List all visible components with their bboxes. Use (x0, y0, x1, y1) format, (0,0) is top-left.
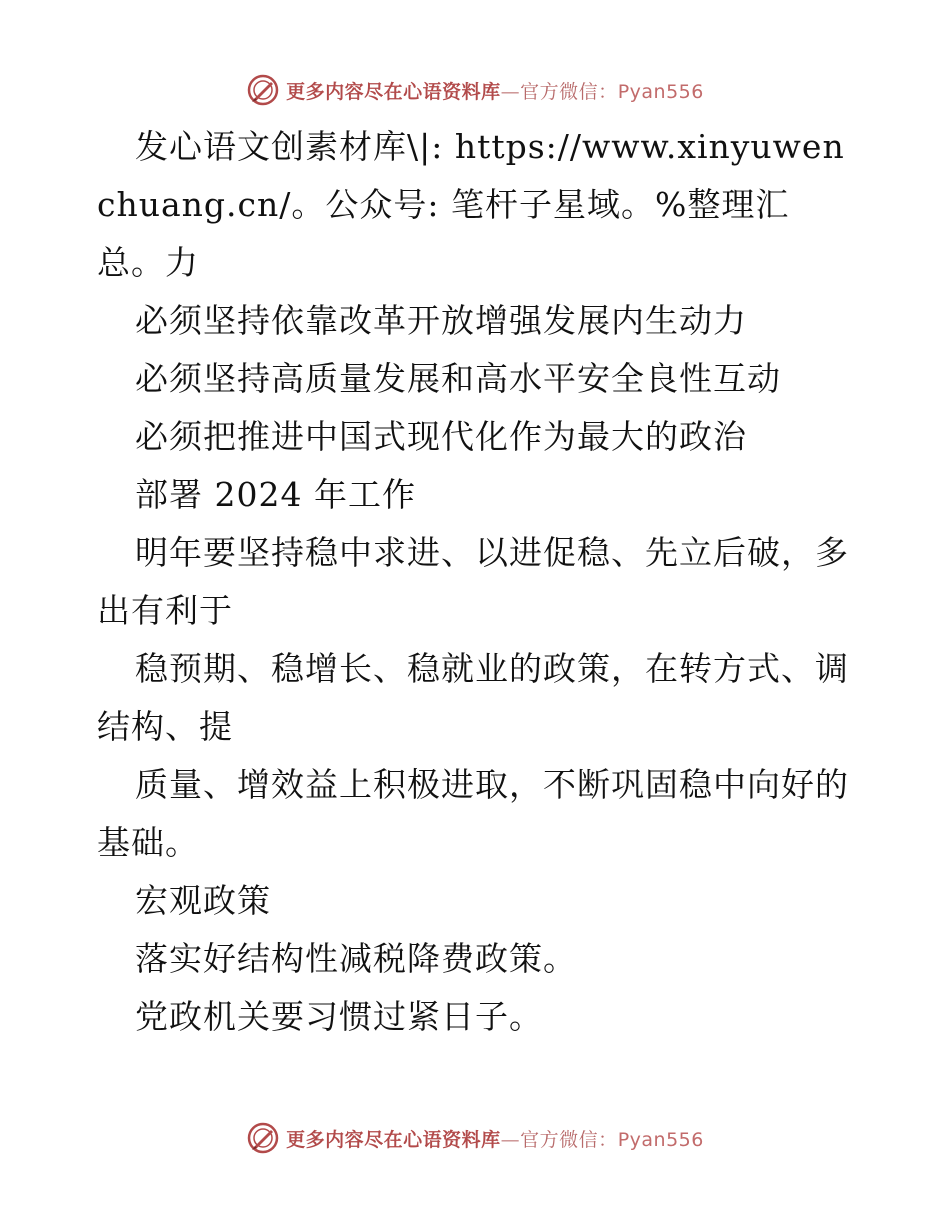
header-banner (0, 70, 950, 110)
header-wechat-id: Pyan556 (617, 80, 704, 103)
paragraph: 必须坚持依靠改革开放增强发展内生动力 (135, 301, 747, 340)
footer-main-text: 更多内容尽在心语资料库 (286, 1128, 501, 1151)
paragraph: 明年要坚持稳中求进、以进促稳、先立后破，多出有利于 (97, 533, 849, 630)
paragraph: 部署 2024 年工作 (135, 475, 416, 514)
header-main-text: 更多内容尽在心语资料库 (286, 80, 501, 103)
footer-banner (0, 1118, 950, 1158)
paragraph: 发心语文创素材库\|: https://www.xinyuwenchuang.cn/。公众号: 笔杆子星域。%整理汇总。力 (97, 127, 845, 282)
footer-separator: — (500, 1128, 521, 1151)
document-body (97, 118, 857, 1046)
paragraph: 必须把推进中国式现代化作为最大的政治 (135, 417, 747, 456)
header-sub-text: 官方微信： (520, 80, 618, 103)
footer-wechat-id: Pyan556 (617, 1128, 704, 1151)
paragraph: 必须坚持高质量发展和高水平安全良性互动 (135, 359, 781, 398)
logo-icon (246, 73, 280, 107)
header-text (286, 77, 704, 104)
paragraph: 稳预期、稳增长、稳就业的政策，在转方式、调结构、提 (97, 649, 849, 746)
paragraph: 党政机关要习惯过紧日子。 (135, 997, 543, 1036)
footer-text (286, 1125, 704, 1152)
header-separator: — (500, 80, 521, 103)
logo-icon (246, 1121, 280, 1155)
footer-sub-text: 官方微信： (520, 1128, 618, 1151)
paragraph: 质量、增效益上积极进取，不断巩固稳中向好的基础。 (97, 765, 849, 862)
paragraph: 宏观政策 (135, 881, 271, 920)
paragraph: 落实好结构性减税降费政策。 (135, 939, 577, 978)
